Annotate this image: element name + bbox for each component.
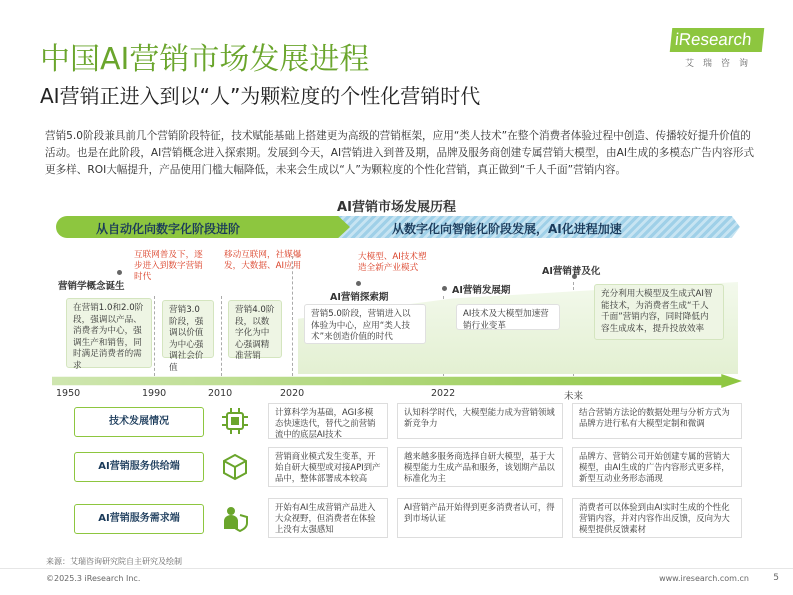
band-right-label: 从数字化向智能化阶段发展，AI化进程加速 [392,222,622,236]
person-shield-icon [220,503,250,533]
source-note: 来源：艾瑞咨询研究院自主研究及绘制 [46,557,182,566]
row-label-demand: AI营销服务需求端 [74,504,204,534]
year-future: 未来 [564,391,584,402]
copyright: ©2025.3 iResearch Inc. [46,574,141,583]
row-label-supply: AI营销服务供给端 [74,452,204,482]
row-label-tech: 技术发展情况 [74,407,204,437]
stage-card-3: 营销4.0阶段，以数字化为中心强调精准营销 [228,300,282,358]
stage-dot-3 [442,286,447,291]
stage-card-2: 营销3.0阶段，强调以价值为中心强调社会价值 [162,300,214,358]
stage-card-4: 营销5.0阶段，营销进入以体验为中心，应用“类人技术”来创造价值的时代 [304,304,426,344]
timeline-title: AI营销市场发展历程 [337,200,456,215]
page-number: 5 [773,573,779,583]
stage-dot-1 [117,270,122,275]
stage-dot-2 [356,281,361,286]
cell-supply-2: 越来越多服务商选择自研大模型，基于大模型能力生成产品和服务，该划期产品以标准化为主 [397,447,563,487]
band-left-label: 从自动化向数字化阶段进阶 [96,222,241,236]
divider-1990 [154,296,155,376]
cell-tech-1: 计算科学为基础，AGI多模态快速迭代，替代之前营销流中的底层AI技术 [268,403,388,439]
page-subtitle: AI营销正进入到以“人”为颗粒度的个性化营销时代 [40,84,481,108]
iresearch-logo [671,28,763,70]
divider-2020 [292,256,293,376]
timeline-note-3: 大模型、AI技术塑造全新产业模式 [358,252,427,273]
cell-supply-1: 营销商业模式发生变革，开始自研大模型或对接API到产品中，整体部署成本较高 [268,447,388,487]
cell-demand-1: 开始有AI生成营销产品进入大众视野，但消费者在体验上没有太强感知 [268,498,388,538]
stage-label-1: 营销学概念诞生 [58,281,125,292]
divider-2010 [221,296,222,376]
timeline-note-1: 互联网普及下，逐步进入到数字营销时代 [134,250,203,282]
stage-label-2: AI营销探索期 [330,292,389,303]
intro-paragraph: 营销5.0阶段兼具前几个营销阶段特征，技术赋能基础上搭建更为高级的营销框架，应用“类人技术”在整个消费者体验过程中创造、传播较好提升价值的活动。也是在此阶段，AI营销概念进入探索期。发展到今天，AI营销进入到普及期，品牌及服务商创建专属营销大模型，由AI生成的多模态广告内容形式更多样、ROI大幅提升，产品使用门槛大幅降低，未来会生成以“人”为颗粒度的个性化营销，真正做到“千人千面”营销内容。 [45,130,755,176]
year-1950: 1950 [56,388,81,399]
year-1990: 1990 [142,388,167,399]
cell-tech-2: 认知科学时代，大模型能力成为营销领域新竞争力 [397,403,563,439]
timeline-axis-arrow [52,374,742,388]
cell-tech-3: 结合营销方法论的数据处理与分析方式为品牌方进行私有大模型定制和微调 [572,403,742,439]
logo-wordmark: iResearch [670,28,765,52]
website-link[interactable]: www.iresearch.com.cn [659,574,749,583]
cube-box-icon [220,452,250,482]
logo-subtext: 艾瑞咨询 [685,59,758,69]
page-title: 中国AI营销市场发展进程 [40,42,370,77]
tech-chip-icon [220,406,250,436]
stage-card-1: 在营销1.0和2.0阶段，强调以产品、消费者为中心，强调生产和销售，同时满足消费者的需求 [66,298,152,368]
timeline-note-2: 移动互联网，社媒爆发，大数据、AI应用 [224,250,302,271]
cell-demand-2: AI营销产品开始得到更多消费者认可，得到市场认证 [397,498,563,538]
footer-divider [0,568,793,569]
year-2022: 2022 [431,388,456,399]
year-2010: 2010 [208,388,233,399]
stage-label-4: AI营销普及化 [542,266,601,277]
stage-card-6: 充分利用大模型及生成式AI智能技术，为消费者生成“千人千面”营销内容，同时降低内容生成成本，提升投放效率 [594,284,724,340]
stage-card-5: AI技术及大模型加速营销行业变革 [456,304,560,330]
cell-demand-3: 消费者可以体验到由AI实时生成的个性化营销内容，并对内容作出反馈，反向为大模型提供反馈素材 [572,498,742,538]
stage-label-3: AI营销发展期 [452,285,511,296]
year-2020: 2020 [280,388,305,399]
cell-supply-3: 品牌方、营销公司开始创建专属的营销大模型，由AI生成的广告内容形式更多样，新型互动业务形态涌现 [572,447,742,487]
